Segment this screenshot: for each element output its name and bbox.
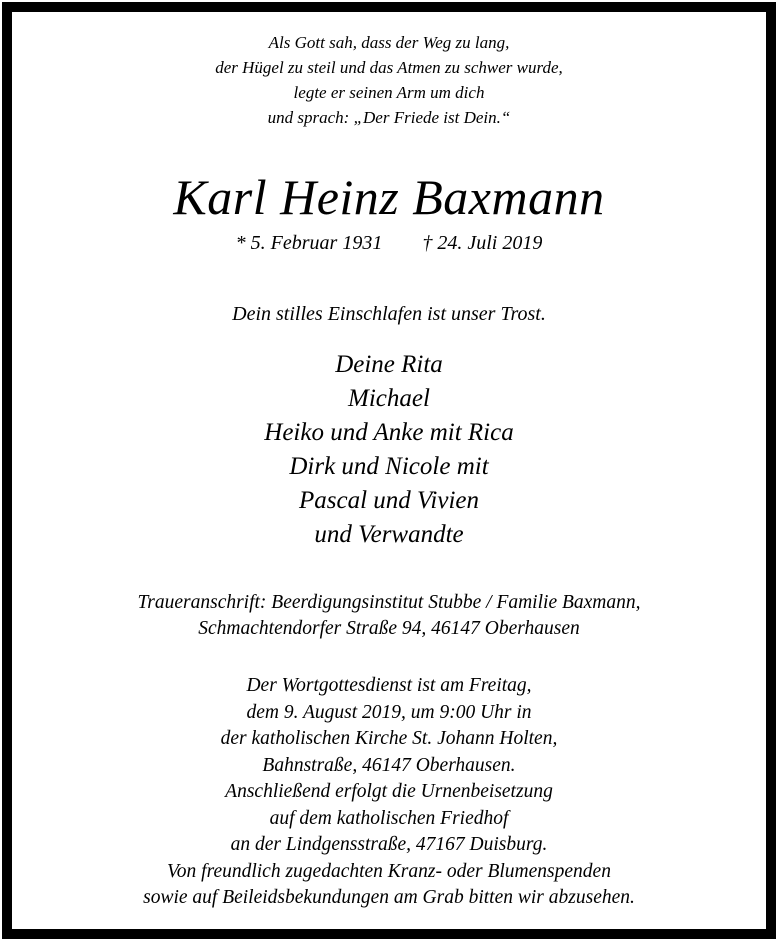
mourners-list [0, 348, 778, 552]
life-dates [0, 229, 778, 257]
service-line: Bahnstraße, 46147 Oberhausen. [262, 754, 516, 776]
service-details [0, 673, 778, 912]
mourner-line: Pascal und Vivien [298, 487, 480, 514]
service-line: der katholischen Kirche St. Johann Holten, [220, 728, 558, 749]
service-line: Anschließend erfolgt die Urnenbeisetzung [225, 781, 553, 802]
mourner-line: Heiko und Anke mit Rica [264, 419, 514, 446]
death-date: † 24. Juli 2019 [422, 232, 543, 254]
consolation-text: Dein stilles Einschlafen ist unser Trost. [232, 303, 546, 325]
birth-date: * 5. Februar 1931 [235, 232, 383, 254]
service-line: dem 9. August 2019, um 9:00 Uhr in [246, 701, 532, 723]
service-line: an der Lindgensstraße, 47167 Duisburg. [230, 834, 548, 855]
service-line: auf dem katholischen Friedhof [269, 807, 509, 829]
address-line: Schmachtendorfer Straße 94, 46147 Oberhausen [198, 618, 580, 639]
poem-line: Als Gott sah, dass der Weg zu lang, [268, 33, 510, 52]
service-line: Der Wortgottesdienst ist am Freitag, [246, 675, 532, 696]
mourning-address [0, 590, 778, 642]
mourner-line: Dirk und Nicole mit [289, 453, 489, 480]
address-line: Traueranschrift: Beerdigungsinstitut Stubbe / Familie Baxmann, [137, 592, 641, 613]
mourner-line: Michael [348, 385, 430, 412]
deceased-name: Karl Heinz Baxmann [173, 169, 605, 225]
service-line: Von freundlich zugedachten Kranz- oder Blumenspenden [167, 860, 611, 882]
poem-line: legte er seinen Arm um dich [293, 83, 485, 102]
mourner-line: Deine Rita [335, 351, 443, 378]
poem-line: und sprach: „Der Friede ist Dein.“ [267, 108, 511, 127]
poem [0, 30, 778, 130]
mourner-line: und Verwandte [314, 521, 464, 548]
service-line: sowie auf Beileidsbekundungen am Grab bitten wir abzusehen. [143, 887, 635, 908]
poem-line: der Hügel zu steil und das Atmen zu schwer wurde, [215, 58, 563, 77]
